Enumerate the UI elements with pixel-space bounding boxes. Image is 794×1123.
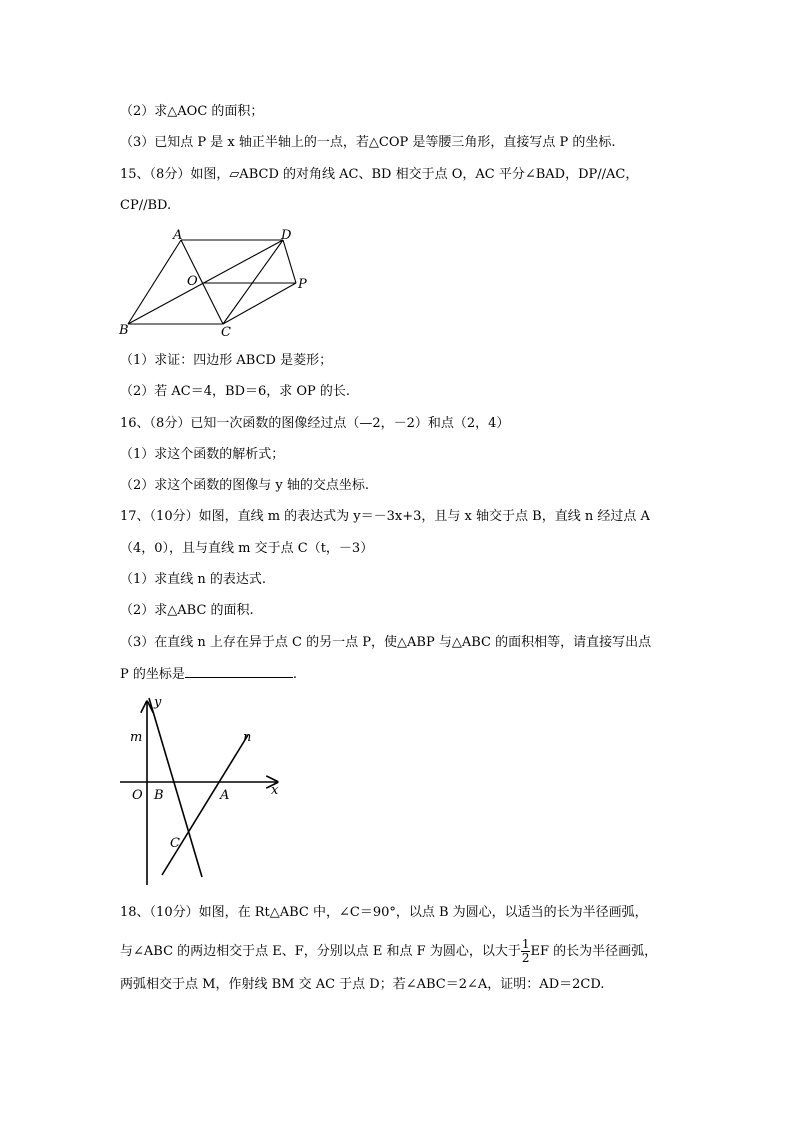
q14-part3: （3）已知点 P 是 x 轴正半轴上的一点，若△COP 是等腰三角形，直接写点 P 的坐标. xyxy=(120,135,616,150)
label-O: O xyxy=(187,274,198,289)
q15-heading-cont: CP//BD. xyxy=(120,198,172,213)
q16-heading: 16、（8分）已知一次函数的图像经过点（—2，－2）和点（2，4） xyxy=(120,416,510,431)
q14-part2: （2）求△AOC 的面积； xyxy=(120,104,264,119)
fraction-one-half: $\frac{1}{2}$ xyxy=(521,937,530,965)
q15-part2: （2）若 AC＝4，BD＝6，求 OP 的长. xyxy=(120,384,351,399)
origin-label: O xyxy=(132,788,143,803)
figure-q15-parallelogram xyxy=(115,222,325,340)
q17-heading-cont: （4，0），且与直线 m 交于点 C（t，－3） xyxy=(120,541,374,556)
point-C-label: C xyxy=(170,836,180,851)
q16-part2: （2）求这个函数的图像与 y 轴的交点坐标. xyxy=(120,478,370,493)
axis-x-label: x xyxy=(271,783,279,798)
point-B-label: B xyxy=(154,788,164,803)
label-B: B xyxy=(119,323,129,338)
line-m-label: m xyxy=(130,730,143,745)
q17-heading: 17、（10分）如图，直线 m 的表达式为 y＝－3x+3，且与 x 轴交于点 B，直线 n 经过点 A xyxy=(120,509,650,524)
q17-answer-prompt: P 的坐标是 xyxy=(120,667,185,682)
q18-line3: 两弧相交于点 M，作射线 BM 交 AC 于点 D；若∠ABC＝2∠A，证明：AD＝2CD. xyxy=(120,977,605,992)
q18-line2b: EF 的长为半径画弧， xyxy=(530,944,658,959)
q17-part1: （1）求直线 n 的表达式. xyxy=(120,572,267,587)
axis-y-label: y xyxy=(154,695,162,710)
q15-part1: （1）求证：四边形 ABCD 是菱形； xyxy=(120,353,333,368)
q17-period: . xyxy=(292,667,298,682)
q18-heading: 18、（10分）如图，在 Rt△ABC 中，∠C＝90°，以点 B 为圆心，以适当的长为半径画弧， xyxy=(120,905,648,920)
line-n-label: n xyxy=(243,730,252,745)
q16-part1: （1）求这个函数的解析式； xyxy=(120,447,285,462)
label-A: A xyxy=(173,228,183,243)
label-P: P xyxy=(298,277,307,292)
q18-line2 xyxy=(120,938,657,965)
label-D: D xyxy=(281,228,292,243)
point-A-label: A xyxy=(220,788,230,803)
q17-part3-cont xyxy=(120,665,297,684)
label-C: C xyxy=(221,325,231,340)
q18-line2a: 与∠ABC 的两边相交于点 E、F，分别以点 E 和点 F 为圆心，以大于 xyxy=(120,944,521,959)
answer-blank xyxy=(185,665,293,678)
q17-part2: （2）求△ABC 的面积. xyxy=(120,603,254,618)
figure-q17-coordinate-plane xyxy=(112,690,292,890)
q15-heading: 15、（8分）如图，▱ABCD 的对角线 AC、BD 相交于点 O，AC 平分∠BAD，DP//AC， xyxy=(120,167,639,182)
q17-part3: （3）在直线 n 上存在异于点 C 的另一点 P，使△ABP 与△ABC 的面积相等，请直接写出点 xyxy=(120,635,652,650)
